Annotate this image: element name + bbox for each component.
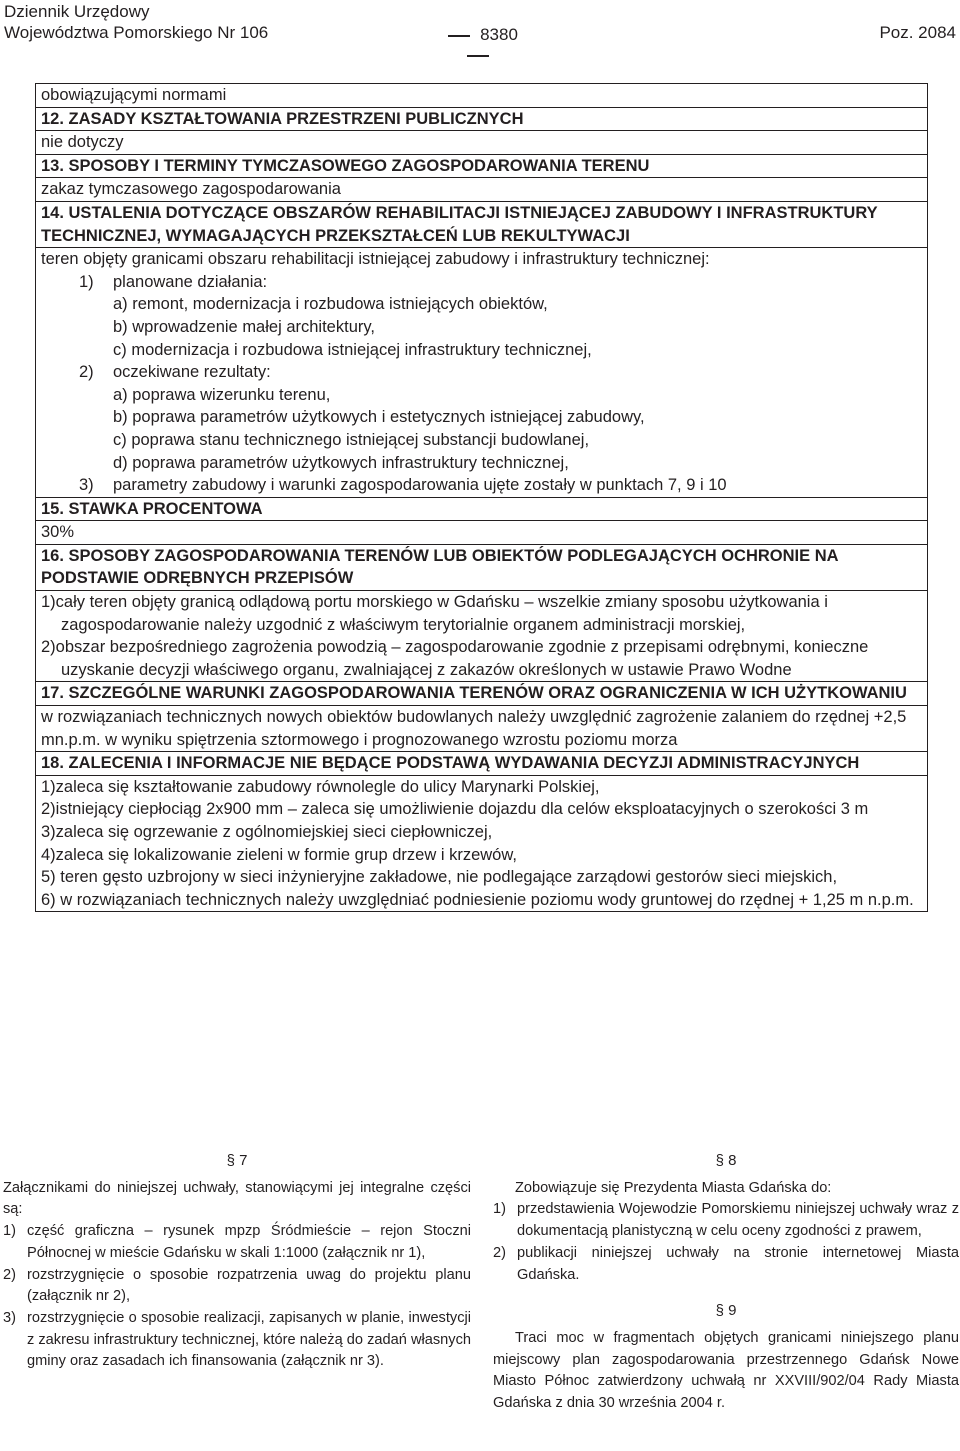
list-item: 4)zaleca się lokalizowanie zieleni w formie grup drzew i krzewów, <box>41 845 517 864</box>
list-text: rozstrzygnięcie o sposobie rozpatrzenia uwag do projektu planu (załącznik nr 2), <box>27 1266 471 1305</box>
sub-list-item: c) poprawa stanu technicznego istniejącej substancji budowlanej, <box>113 430 590 449</box>
page-number <box>428 25 528 65</box>
list-item: 2)obszar bezpośredniego zagrożenia powodzią – zagospodarowanie zgodnie z przepisami odrębnymi, konieczne uzyskanie decyzji właściwego organu, zwalniającej z zakazów określonych w ustawie Prawo Wodne <box>41 638 869 679</box>
paragraph: Załącznikami do niniejszej uchwały, stanowiącymi jej integralne części są: <box>3 1179 471 1218</box>
table-row <box>35 775 928 913</box>
list-text: przedstawienia Wojewodzie Pomorskiemu niniejszej uchwały wraz z dokumentacją planistyczną w celu oceny zgodności z prawem, <box>517 1201 959 1240</box>
section-heading-15: 15. STAWKA PROCENTOWA <box>35 497 928 522</box>
journal-issue: Województwa Pomorskiego Nr 106 <box>4 23 269 42</box>
table-row: nie dotyczy <box>35 130 928 155</box>
table-row: zakaz tymczasowego zagospodarowania <box>35 177 928 202</box>
sub-list-item: a) poprawa wizerunku terenu, <box>113 385 331 404</box>
section-heading-12: 12. ZASADY KSZTAŁTOWANIA PRZESTRZENI PUBLICZNYCH <box>35 107 928 132</box>
list-item <box>41 361 923 384</box>
list-number: 1) <box>3 1223 16 1240</box>
list-item: 5) teren gęsto uzbrojony w sieci inżynieryjne zakładowe, nie podlegające zarządowi gestorów sieci miejskich, <box>41 868 838 887</box>
section-7-heading: § 7 <box>226 1152 248 1169</box>
list-item <box>3 1265 471 1308</box>
list-number: 1) <box>493 1201 506 1218</box>
list-item: 1)zaleca się kształtowanie zabudowy równolegle do ulicy Marynarki Polskiej, <box>41 777 600 796</box>
footer-right-column <box>493 1150 959 1415</box>
list-number: 2) <box>493 1244 506 1261</box>
list-text: oczekiwane rezultaty: <box>113 363 271 382</box>
list-item <box>3 1308 471 1373</box>
sub-list-item: a) remont, modernizacja i rozbudowa istniejących obiektów, <box>113 295 548 314</box>
footer-left-column <box>3 1150 471 1373</box>
list-text: parametry zabudowy i warunki zagospodarowania ujęte zostały w punktach 7, 9 i 10 <box>113 476 727 495</box>
list-item <box>493 1199 959 1242</box>
section-heading-13: 13. SPOSOBY I TERMINY TYMCZASOWEGO ZAGOSPODAROWANIA TERENU <box>35 154 928 179</box>
list-item: 6) w rozwiązaniach technicznych należy uwzględniać podniesienie poziomu wody gruntowej do rzędnej + 1,25 m n.p.m. <box>41 890 914 909</box>
list-intro: teren objęty granicami obszaru rehabilitacji istniejącej zabudowy i infrastruktury technicznej: <box>41 250 710 269</box>
list-text: rozstrzygnięcie o sposobie realizacji, zapisanych w planie, inwestycji z zakresu infrastruktury technicznej, które należą do zadań własnych gminy oraz zasadach ich finansowania (załącznik nr 3). <box>27 1309 471 1370</box>
table-row: 30% <box>35 520 928 545</box>
list-number: 2) <box>3 1266 16 1283</box>
list-item: 1)cały teren objęty granicą odlądową portu morskiego w Gdańsku – wszelkie zmiany sposobu użytkowania i zagospodarowanie należy uzgodnić z właściwym terytorialnie organem administracji morskiej, <box>41 593 828 634</box>
sub-list-item: b) poprawa parametrów użytkowych i estetycznych istniejącej zabudowy, <box>113 408 645 427</box>
paragraph: Zobowiązuje się Prezydenta Miasta Gdańska do: <box>515 1179 832 1196</box>
list-item <box>493 1243 959 1286</box>
list-number: 1) <box>79 272 94 291</box>
section-8-heading: § 8 <box>715 1152 737 1169</box>
list-text: publikacji niniejszej uchwały na stronie internetowej Miasta Gdańska. <box>517 1244 959 1283</box>
list-item <box>3 1221 471 1264</box>
sub-list-item: b) wprowadzenie małej architektury, <box>113 317 375 336</box>
table-row: w rozwiązaniach technicznych nowych obiektów budowlanych należy uwzględnić zagrożenie zalaniem do rzędnej +2,5 mn.p.m. w wyniku spiętrzenia sztormowego i prognozowanego wzrostu poziomu morza <box>35 705 928 752</box>
list-number: 3) <box>3 1309 16 1326</box>
section-heading-14: 14. USTALENIA DOTYCZĄCE OBSZARÓW REHABILITACJI ISTNIEJĄCEJ ZABUDOWY I INFRASTRUKTURY TECHNICZNEJ, WYMAGAJĄCYCH PRZEKSZTAŁCEŃ LUB REKULTYWACJI <box>35 201 928 248</box>
section-heading-17: 17. SZCZEGÓLNE WARUNKI ZAGOSPODAROWANIA TERENÓW ORAZ OGRANICZENIA W ICH UŻYTKOWANIU <box>35 681 928 706</box>
list-number: 2) <box>79 363 94 382</box>
paragraph: Traci moc w fragmentach objętych granicami niniejszego planu miejscowy plan zagospodarowania przestrzennego Gdańsk Nowe Miasto Północ zatwierdzony uchwałą nr XXVIII/902/04 Rady Miasta Gdańska z dnia 30 września 2004 r. <box>493 1329 959 1412</box>
plan-table <box>35 84 928 912</box>
list-text: część graficzna – rysunek mpzp Śródmieście – rejon Stoczni Północnej w mieście Gdańsku w skali 1:1000 (załącznik nr 1), <box>27 1223 471 1261</box>
list-text: planowane działania: <box>113 272 268 291</box>
list-number: 3) <box>79 476 94 495</box>
list-item: 3)zaleca się ogrzewanie z ogólnomiejskiej sieci ciepłowniczej, <box>41 823 493 841</box>
table-row: obowiązującymi normami <box>35 83 928 108</box>
list-item <box>41 271 923 294</box>
position-number: Poz. 2084 <box>879 23 956 42</box>
sub-list-item: d) poprawa parametrów użytkowych infrastruktury technicznej, <box>113 453 569 472</box>
page-header <box>0 0 960 60</box>
sub-list-item: c) modernizacja i rozbudowa istniejącej infrastruktury technicznej, <box>113 340 592 359</box>
journal-title: Dziennik Urzędowy <box>4 2 150 21</box>
list-item <box>41 474 923 497</box>
section-9-heading: § 9 <box>715 1302 737 1320</box>
table-row <box>35 247 928 498</box>
table-row <box>35 590 928 682</box>
page-number-value: 8380 <box>480 25 518 44</box>
list-item: 2)istniejący ciepłociąg 2x900 mm – zaleca się umożliwienie dojazdu dla celów eksploatacyjnych o szerokości 3 m <box>41 800 869 819</box>
section-heading-16: 16. SPOSOBY ZAGOSPODAROWANIA TERENÓW LUB OBIEKTÓW PODLEGAJĄCYCH OCHRONIE NA PODSTAWIE ODRĘBNYCH PRZEPISÓW <box>35 544 928 591</box>
section-heading-18: 18. ZALECENIA I INFORMACJE NIE BĘDĄCE PODSTAWĄ WYDAWANIA DECYZJI ADMINISTRACYJNYCH <box>35 751 928 776</box>
